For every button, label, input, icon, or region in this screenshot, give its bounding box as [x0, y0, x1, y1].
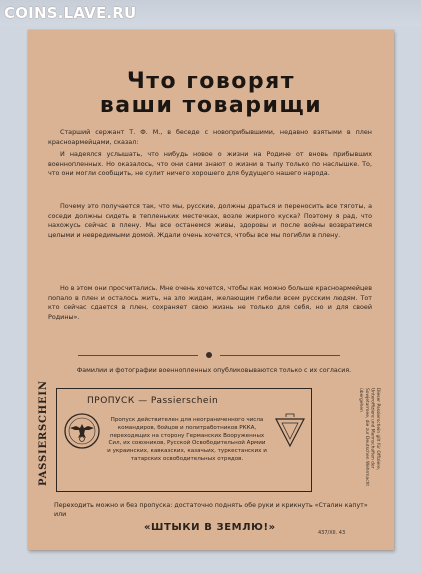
leaflet-sheet	[28, 30, 394, 550]
pass-text: Пропуск действителен для неограниченного числа командиров, бойцов и политработников РККА, переходящих на сторону Германских Вооруженных Сил, их союзников, Русской Освободительной Армии и украинских, кавказских, казачьих, туркестанских и татарских освободительных отрядов.	[107, 417, 267, 462]
section-divider	[48, 352, 372, 358]
divider-dot	[206, 352, 212, 358]
eagle-seal-icon	[62, 411, 102, 451]
slogan: «ШТЫКИ В ЗЕМЛЮ!»	[144, 522, 276, 533]
body-paragraph-1	[48, 128, 372, 147]
body-paragraph-3	[48, 202, 372, 240]
footer-instruction: Переходить можно и без пропуска: достаточно поднять обе руки и крикнуть «Сталин капут» или	[54, 502, 368, 518]
leaflet-title-line2: ваши товарищи	[99, 93, 323, 118]
paragraph-text: И надеялся услышать, что нибудь новое о жизни на Родине от вновь прибывших военнопленных. Но оказалось, что они сами знают о жизни в тылу только по наслышке. То, что они могли сообщить, не сулит ничего хорошего для будущего нашего народа.	[48, 150, 372, 178]
watermark: COINS.LAVE.RU	[4, 4, 137, 22]
divider-line-right	[220, 355, 340, 356]
passierschein-side-label: PASSIERSCHEIN	[38, 380, 49, 486]
consent-note: Фамилии и фотографии военнопленных опубликовываются только с их согласия.	[76, 367, 352, 374]
body-paragraph-2	[48, 150, 372, 179]
body-paragraph-4	[48, 284, 372, 322]
paragraph-text: Старший сержант Т. Ф. М., в беседе с новоприбывшими, недавно взятыми в плен красноармейцами, сказал:	[48, 128, 372, 146]
triangle-stamp-icon	[273, 413, 307, 449]
pass-box	[56, 388, 312, 492]
leaflet-title-line1: Что говорят	[126, 69, 296, 94]
german-side-text: Dieser Passierschein gilt für Offiziere, Unteroffiziere und Mannschaften der Sowjetarmee, die zur Deutschen Wehrmacht übergehen	[358, 388, 380, 487]
paragraph-text: Почему это получается так, что мы, русские, должны драться и переносить все тяготы, а соседи должны сидеть в тепленьких местечках, возле жирного куска? Поэтому я рад, что нахожусь сейчас в плену. Мы все останемся живы, здоровы и после войны возвратимся целыми и невредимыми домой. Ждали очень хочется, чтобы все мы погибли в плену.	[48, 202, 372, 239]
divider-line-left	[78, 355, 198, 356]
pass-title: ПРОПУСК — Passierschein	[87, 396, 219, 406]
print-code: 437/XII. 43	[318, 530, 346, 536]
paragraph-text: Но в этом они просчитались. Мне очень хочется, чтобы как можно больше красноармейцев попало в плен и осталось жить, на зло жидам, желающим гибели всем русским людям. Тот кто сейчас сдается в плен, сохраняет свою жизнь не только для себя, но и для своей Родины».	[48, 284, 372, 321]
